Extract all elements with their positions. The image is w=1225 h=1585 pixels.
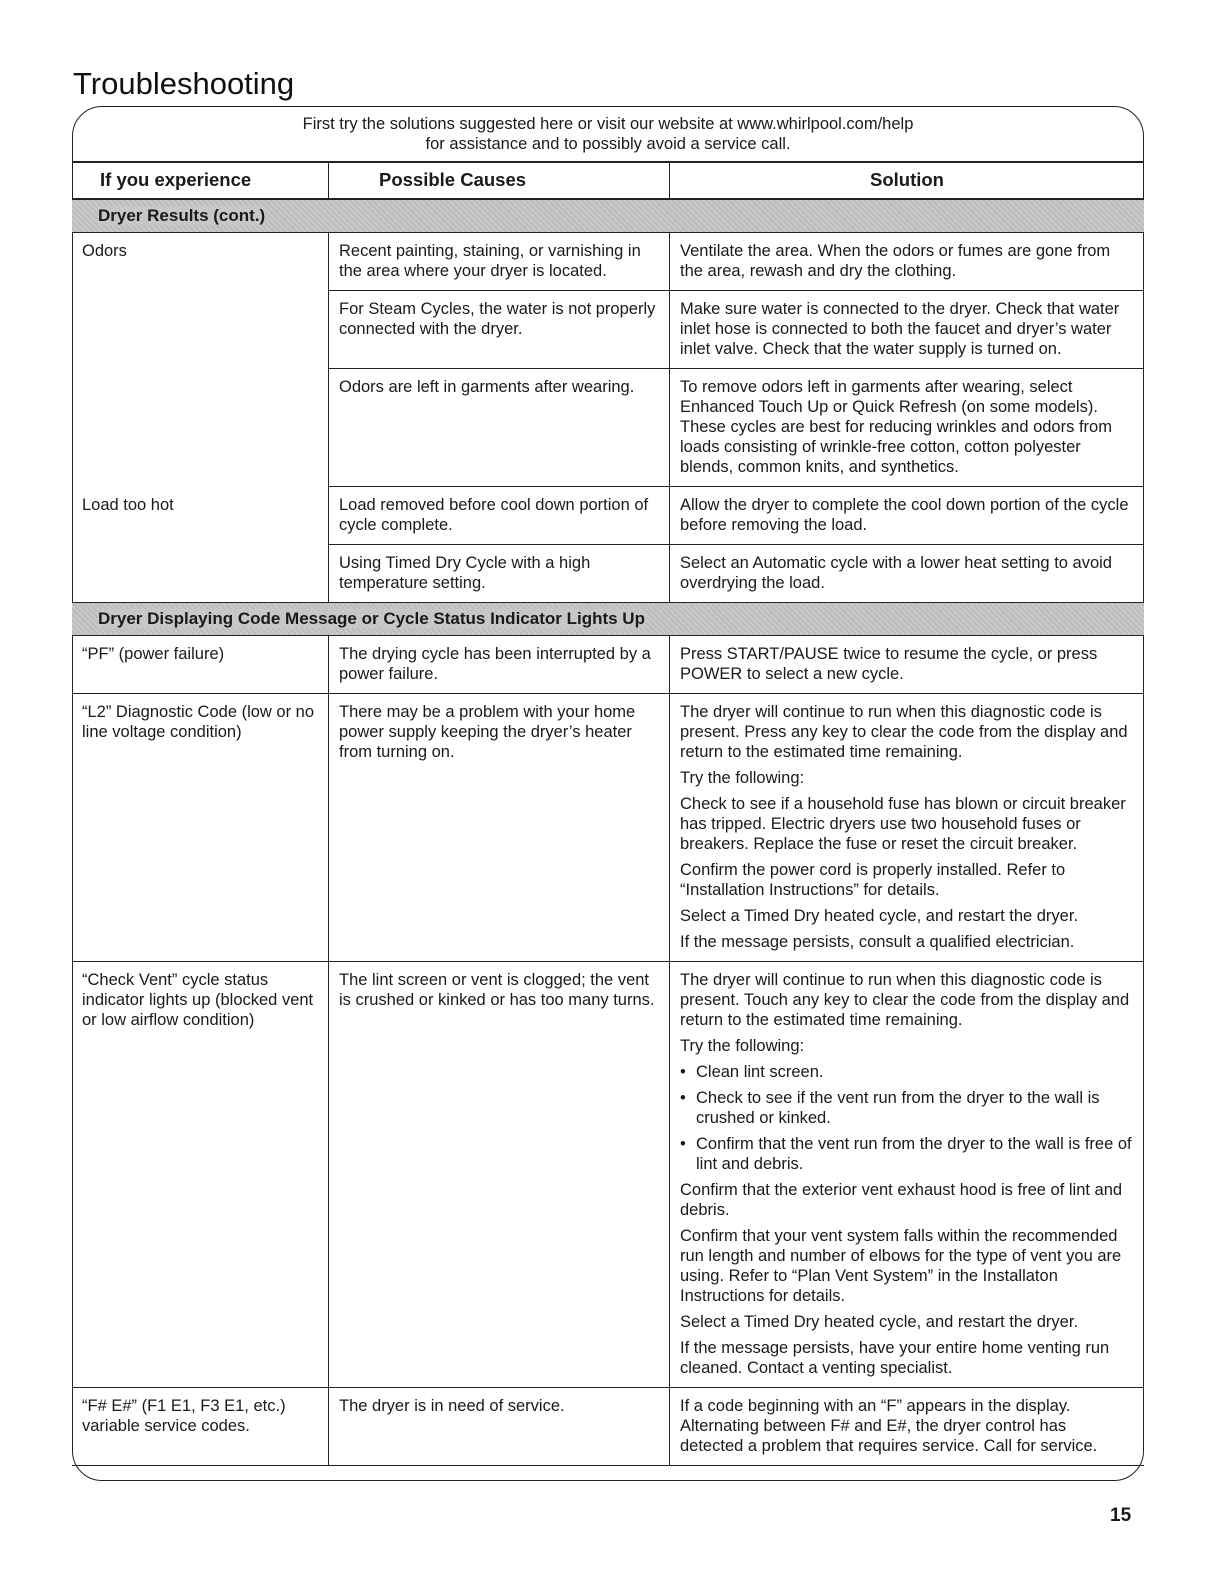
solution-cell [670, 962, 1145, 1388]
solution-paragraph: Allow the dryer to complete the cool down portion of the cycle before removing the load. [680, 496, 1129, 534]
cause-cell: Recent painting, staining, or varnishing in the area where your dryer is located. [329, 233, 670, 291]
solution-paragraph: • Confirm that the vent run from the dryer to the wall is free of lint and debris. [680, 1134, 1134, 1174]
section-header [72, 603, 1144, 636]
solution-paragraph: • Clean lint screen. [680, 1062, 1134, 1082]
section-title: Dryer Displaying Code Message or Cycle Status Indicator Lights Up [98, 609, 645, 628]
solution-paragraph: The dryer will continue to run when this diagnostic code is present. Press any key to clear the code from the display and return to the estimated time remaining. [680, 703, 1128, 761]
cause-cell: The lint screen or vent is clogged; the vent is crushed or kinked or has too many turns. [329, 962, 670, 1388]
table-row [72, 233, 1144, 291]
solution-paragraph: Press START/PAUSE twice to resume the cycle, or press POWER to select a new cycle. [680, 645, 1098, 683]
cause-cell: There may be a problem with your home power supply keeping the dryer’s heater from turning on. [329, 694, 670, 962]
table-header-row [72, 162, 1144, 199]
cause-cell: The drying cycle has been interrupted by a power failure. [329, 636, 670, 694]
troubleshooting-table [72, 161, 1144, 1466]
solution-cell [670, 694, 1145, 962]
solution-cell [670, 487, 1145, 545]
page-number: 15 [1110, 1505, 1132, 1526]
solution-paragraph: Select an Automatic cycle with a lower heat setting to avoid overdrying the load. [680, 554, 1112, 592]
section-header-row [72, 603, 1144, 636]
solution-paragraph: Make sure water is connected to the dryer. Check that water inlet hose is connected to both the faucet and dryer’s water inlet valve. Check that the water supply is turned on. [680, 300, 1120, 358]
solution-cell [670, 369, 1145, 487]
table-row [72, 1388, 1144, 1466]
solution-paragraph: Check to see if a household fuse has blown or circuit breaker has tripped. Electric dryers use two household fuses or breakers. Replace the fuse or reset the circuit breaker. [680, 795, 1126, 853]
column-header-experience: If you experience [72, 162, 329, 199]
solution-paragraph: Confirm that the exterior vent exhaust hood is free of lint and debris. [680, 1181, 1123, 1219]
section-title: Dryer Results (cont.) [98, 206, 266, 225]
intro-line-2: for assistance and to possibly avoid a service call. [425, 135, 791, 153]
solution-paragraph: Select a Timed Dry heated cycle, and restart the dryer. [680, 907, 1079, 925]
cause-cell: Load removed before cool down portion of cycle complete. [329, 487, 670, 545]
solution-paragraph: Try the following: [680, 1037, 805, 1055]
solution-paragraph: Confirm the power cord is properly installed. Refer to “Installation Instructions” for details. [680, 861, 1066, 899]
table-body [72, 199, 1144, 1466]
solution-cell [670, 291, 1145, 369]
experience-cell: “F# E#” (F1 E1, F3 E1, etc.) variable service codes. [72, 1388, 329, 1466]
cause-cell: For Steam Cycles, the water is not properly connected with the dryer. [329, 291, 670, 369]
solution-paragraph: The dryer will continue to run when this diagnostic code is present. Touch any key to clear the code from the display and return to the estimated time remaining. [680, 971, 1130, 1029]
experience-cell: “PF” (power failure) [72, 636, 329, 694]
solution-paragraph: If a code beginning with an “F” appears in the display. Alternating between F# and E#, the dryer control has detected a problem that requires service. Call for service. [680, 1397, 1098, 1455]
solution-paragraph: Select a Timed Dry heated cycle, and restart the dryer. [680, 1313, 1079, 1331]
solution-paragraph: If the message persists, consult a qualified electrician. [680, 933, 1075, 951]
solution-paragraph: Confirm that your vent system falls within the recommended run length and number of elbows for the type of vent you are using. Refer to “Plan Vent System” in the Installaton Instructions for details. [680, 1227, 1122, 1305]
table-row [72, 636, 1144, 694]
solution-paragraph: Try the following: [680, 769, 805, 787]
table-row [72, 962, 1144, 1388]
experience-cell: “L2” Diagnostic Code (low or no line voltage condition) [72, 694, 329, 962]
cause-cell: The dryer is in need of service. [329, 1388, 670, 1466]
solution-paragraph: Ventilate the area. When the odors or fumes are gone from the area, rewash and dry the clothing. [680, 242, 1111, 280]
solution-cell [670, 1388, 1145, 1466]
solution-cell [670, 545, 1145, 603]
column-header-causes: Possible Causes [329, 162, 670, 199]
solution-paragraph: • Check to see if the vent run from the dryer to the wall is crushed or kinked. [680, 1088, 1134, 1128]
solution-paragraph: To remove odors left in garments after wearing, select Enhanced Touch Up or Quick Refresh (on some models). These cycles are best for reducing wrinkles and odors from loads consisting of wrinkle-free cotton, cotton polyester blends, common knits, and synthetics. [680, 378, 1112, 476]
experience-cell: Load too hot [82, 495, 174, 514]
section-header-row [72, 199, 1144, 233]
table-row [72, 487, 1144, 545]
solution-cell [670, 233, 1145, 291]
experience-cell: Odors [82, 242, 127, 260]
intro-text [74, 114, 1142, 154]
cause-cell: Using Timed Dry Cycle with a high temperature setting. [329, 545, 670, 603]
page-title: Troubleshooting [73, 66, 295, 101]
experience-cell: “Check Vent” cycle status indicator lights up (blocked vent or low airflow condition) [72, 962, 329, 1388]
section-header [72, 199, 1144, 233]
column-header-solution: Solution [670, 162, 1145, 199]
solution-paragraph: If the message persists, have your entire home venting run cleaned. Contact a venting specialist. [680, 1339, 1110, 1377]
table-row [72, 694, 1144, 962]
solution-cell [670, 636, 1145, 694]
intro-line-1: First try the solutions suggested here or visit our website at www.whirlpool.com/help [302, 115, 914, 133]
cause-cell: Odors are left in garments after wearing. [329, 369, 670, 487]
